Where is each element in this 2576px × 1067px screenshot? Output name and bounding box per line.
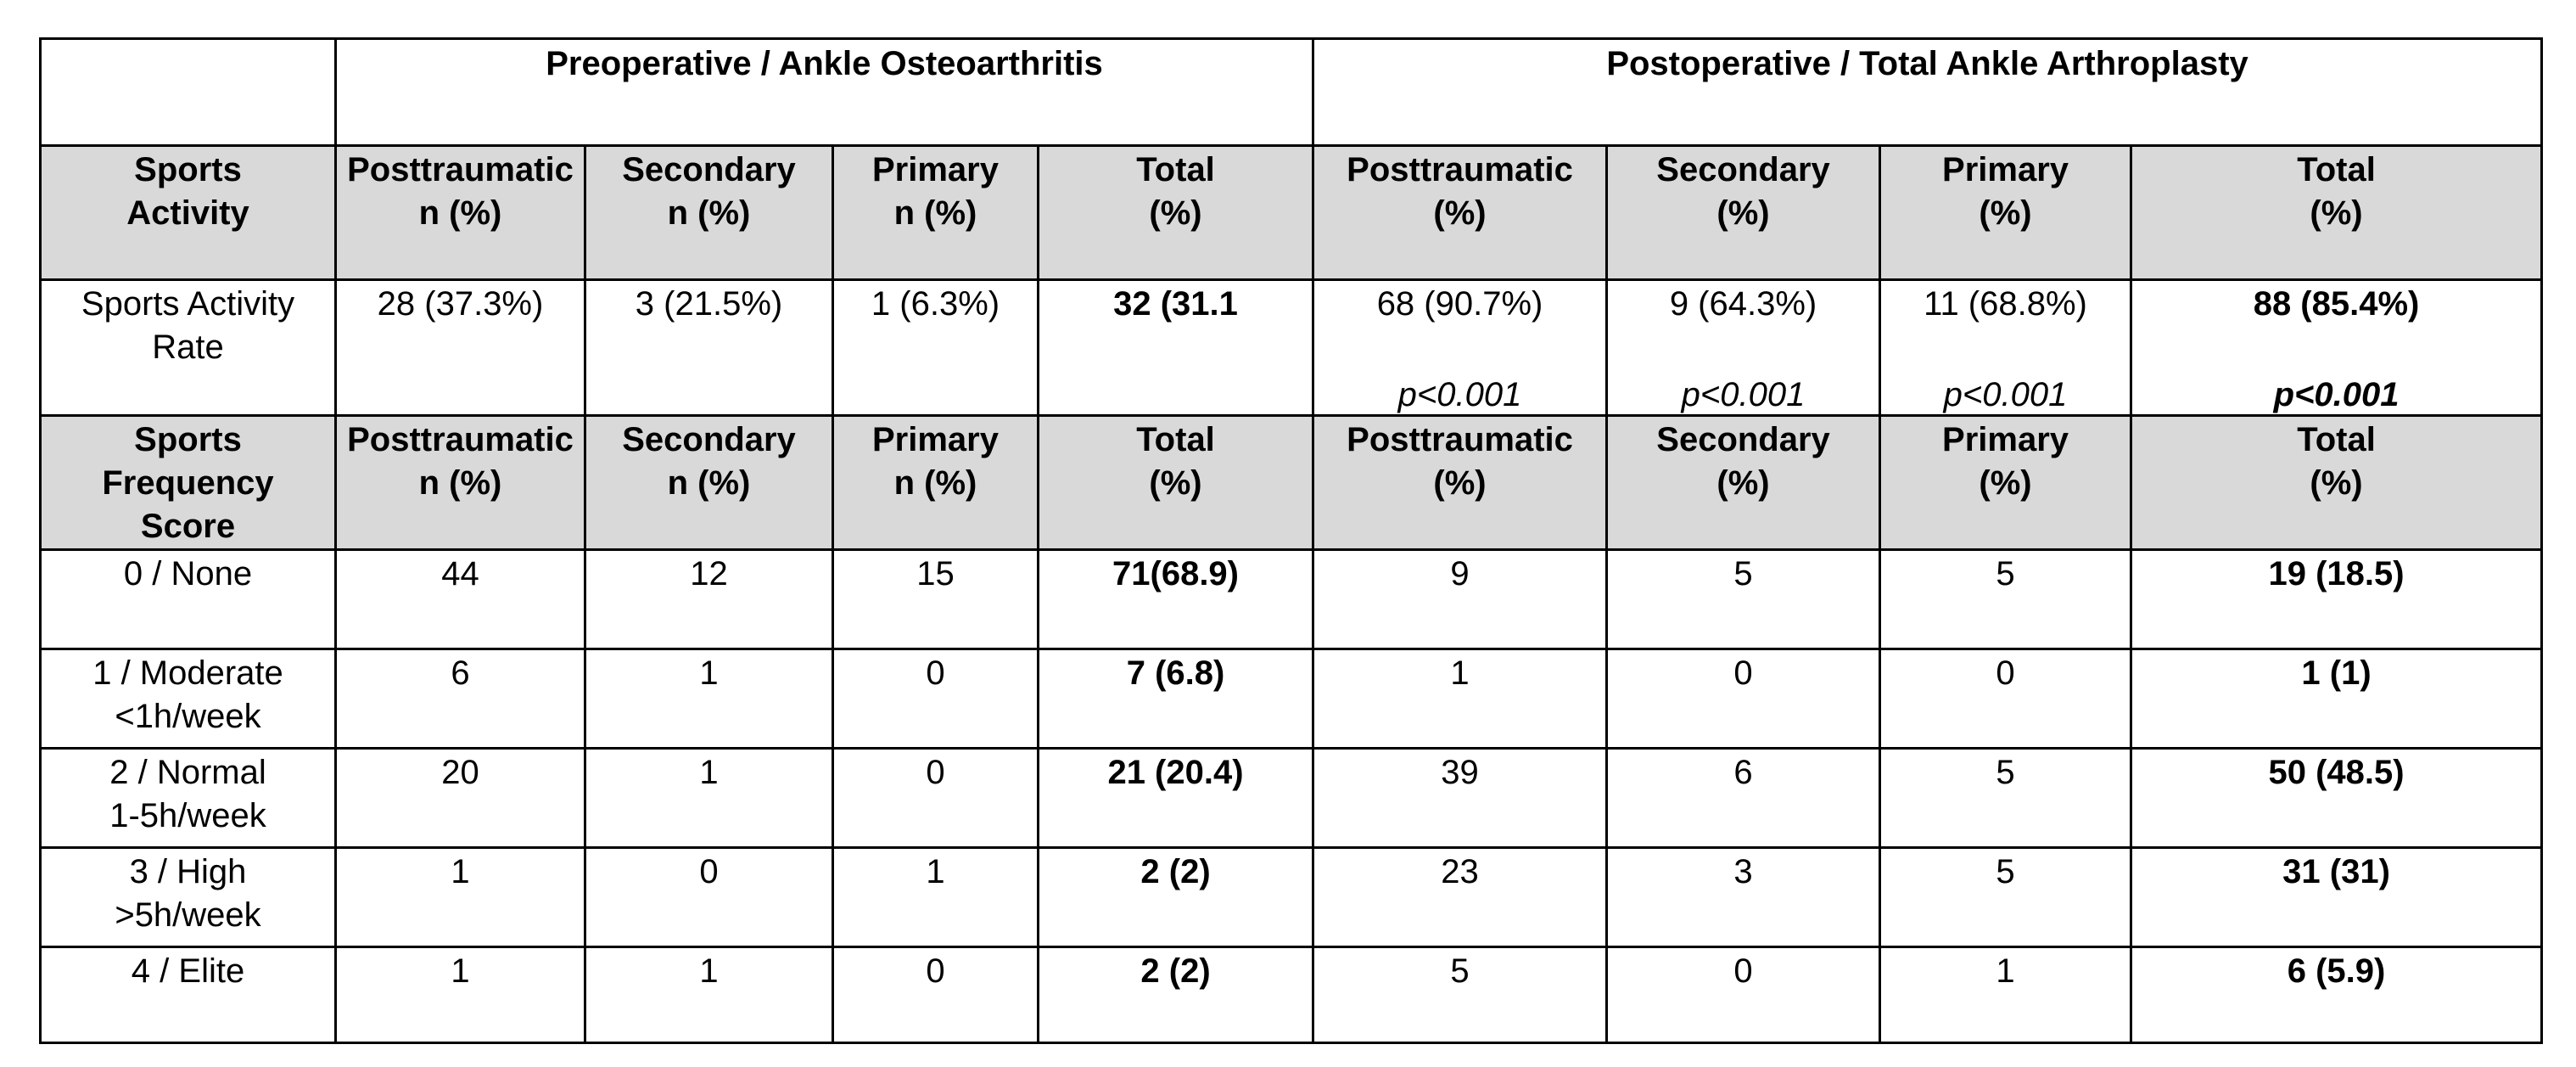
table-cell: 0 <box>1607 947 1880 1043</box>
table-row <box>41 947 2542 1043</box>
table-cell-total: 2 (2) <box>1039 947 1313 1043</box>
table-cell: 6 <box>1607 749 1880 848</box>
row-label: 2 / Normal 1-5h/week <box>41 749 336 848</box>
activity-rate-row <box>41 280 2542 416</box>
row-label: 4 / Elite <box>41 947 336 1043</box>
header-post-secondary: Secondary (%) <box>1607 416 1880 550</box>
table-row <box>41 848 2542 947</box>
table-cell-total: 31 (31) <box>2131 848 2542 947</box>
header-pre-primary: Primary n (%) <box>833 146 1039 280</box>
table-cell: 1 <box>1313 649 1607 749</box>
header-sports-frequency-score: Sports Frequency Score <box>41 416 336 550</box>
table-cell: 20 <box>336 749 585 848</box>
preoperative-group-header: Preoperative / Ankle Osteoarthritis <box>336 39 1313 146</box>
header-pre-posttraumatic: Posttraumatic n (%) <box>336 416 585 550</box>
header-post-secondary: Secondary (%) <box>1607 146 1880 280</box>
activity-rate-label: Sports Activity Rate <box>41 280 336 416</box>
table-cell: 0 <box>833 947 1039 1043</box>
table-cell: 1 <box>833 848 1039 947</box>
group-header-row <box>41 39 2542 146</box>
table-cell-total: 21 (20.4) <box>1039 749 1313 848</box>
table-cell: 1 (6.3%) <box>833 280 1039 416</box>
header-post-primary: Primary (%) <box>1880 146 2131 280</box>
table-cell-total: 7 (6.8) <box>1039 649 1313 749</box>
table-cell: 5 <box>1607 550 1880 649</box>
table-cell: 1 <box>585 649 833 749</box>
postoperative-group-header: Postoperative / Total Ankle Arthroplasty <box>1313 39 2542 146</box>
header-sports-activity: Sports Activity <box>41 146 336 280</box>
cell-value: 9 (64.3%) <box>1669 285 1817 323</box>
table-cell: 0 <box>1607 649 1880 749</box>
table-cell <box>1880 280 2131 416</box>
table-cell: 0 <box>585 848 833 947</box>
header-post-total: Total (%) <box>2131 146 2542 280</box>
table-cell: 0 <box>833 749 1039 848</box>
header-pre-primary: Primary n (%) <box>833 416 1039 550</box>
table-cell: 1 <box>585 749 833 848</box>
table-row <box>41 749 2542 848</box>
p-value: p<0.001 <box>1397 376 1522 413</box>
table-cell-total: 71(68.9) <box>1039 550 1313 649</box>
header-pre-total: Total (%) <box>1039 146 1313 280</box>
header-pre-total: Total (%) <box>1039 416 1313 550</box>
table-cell: 44 <box>336 550 585 649</box>
table-row <box>41 649 2542 749</box>
table-cell: 9 <box>1313 550 1607 649</box>
table-cell: 0 <box>1880 649 2131 749</box>
table-cell: 1 <box>1880 947 2131 1043</box>
header-pre-posttraumatic: Posttraumatic n (%) <box>336 146 585 280</box>
empty-corner-cell <box>41 39 336 146</box>
table-cell-total: 19 (18.5) <box>2131 550 2542 649</box>
table-cell: 39 <box>1313 749 1607 848</box>
table-cell: 23 <box>1313 848 1607 947</box>
header-pre-secondary: Secondary n (%) <box>585 146 833 280</box>
table-cell <box>1607 280 1880 416</box>
table-cell-total: 50 (48.5) <box>2131 749 2542 848</box>
p-value: p<0.001 <box>1943 376 2068 413</box>
activity-header-row <box>41 146 2542 280</box>
row-label: 1 / Moderate <1h/week <box>41 649 336 749</box>
table-cell: 1 <box>585 947 833 1043</box>
table-cell-total: 1 (1) <box>2131 649 2542 749</box>
header-post-posttraumatic: Posttraumatic (%) <box>1313 416 1607 550</box>
p-value: p<0.001 <box>2273 376 2400 413</box>
cell-value: 88 (85.4%) <box>2253 285 2420 323</box>
table-cell <box>1313 280 1607 416</box>
table-cell: 1 <box>336 848 585 947</box>
header-post-primary: Primary (%) <box>1880 416 2131 550</box>
table-cell: 28 (37.3%) <box>336 280 585 416</box>
table-cell: 12 <box>585 550 833 649</box>
row-label: 3 / High >5h/week <box>41 848 336 947</box>
cell-value: 11 (68.8%) <box>1924 285 2087 323</box>
table-cell: 3 (21.5%) <box>585 280 833 416</box>
table-cell: 15 <box>833 550 1039 649</box>
table-cell-total: 6 (5.9) <box>2131 947 2542 1043</box>
table-cell: 1 <box>336 947 585 1043</box>
table-cell: 0 <box>833 649 1039 749</box>
sports-activity-table <box>39 37 2543 1044</box>
table-cell: 6 <box>336 649 585 749</box>
header-pre-secondary: Secondary n (%) <box>585 416 833 550</box>
table-cell: 3 <box>1607 848 1880 947</box>
table-cell: 5 <box>1880 550 2131 649</box>
header-post-posttraumatic: Posttraumatic (%) <box>1313 146 1607 280</box>
cell-value: 68 (90.7%) <box>1376 285 1543 323</box>
table-cell: 5 <box>1880 848 2131 947</box>
p-value: p<0.001 <box>1681 376 1806 413</box>
table-cell-total: 2 (2) <box>1039 848 1313 947</box>
table-cell-total <box>2131 280 2542 416</box>
frequency-header-row <box>41 416 2542 550</box>
table-cell: 5 <box>1880 749 2131 848</box>
row-label: 0 / None <box>41 550 336 649</box>
table-cell: 5 <box>1313 947 1607 1043</box>
header-post-total: Total (%) <box>2131 416 2542 550</box>
table-row <box>41 550 2542 649</box>
table-cell-total: 32 (31.1 <box>1039 280 1313 416</box>
